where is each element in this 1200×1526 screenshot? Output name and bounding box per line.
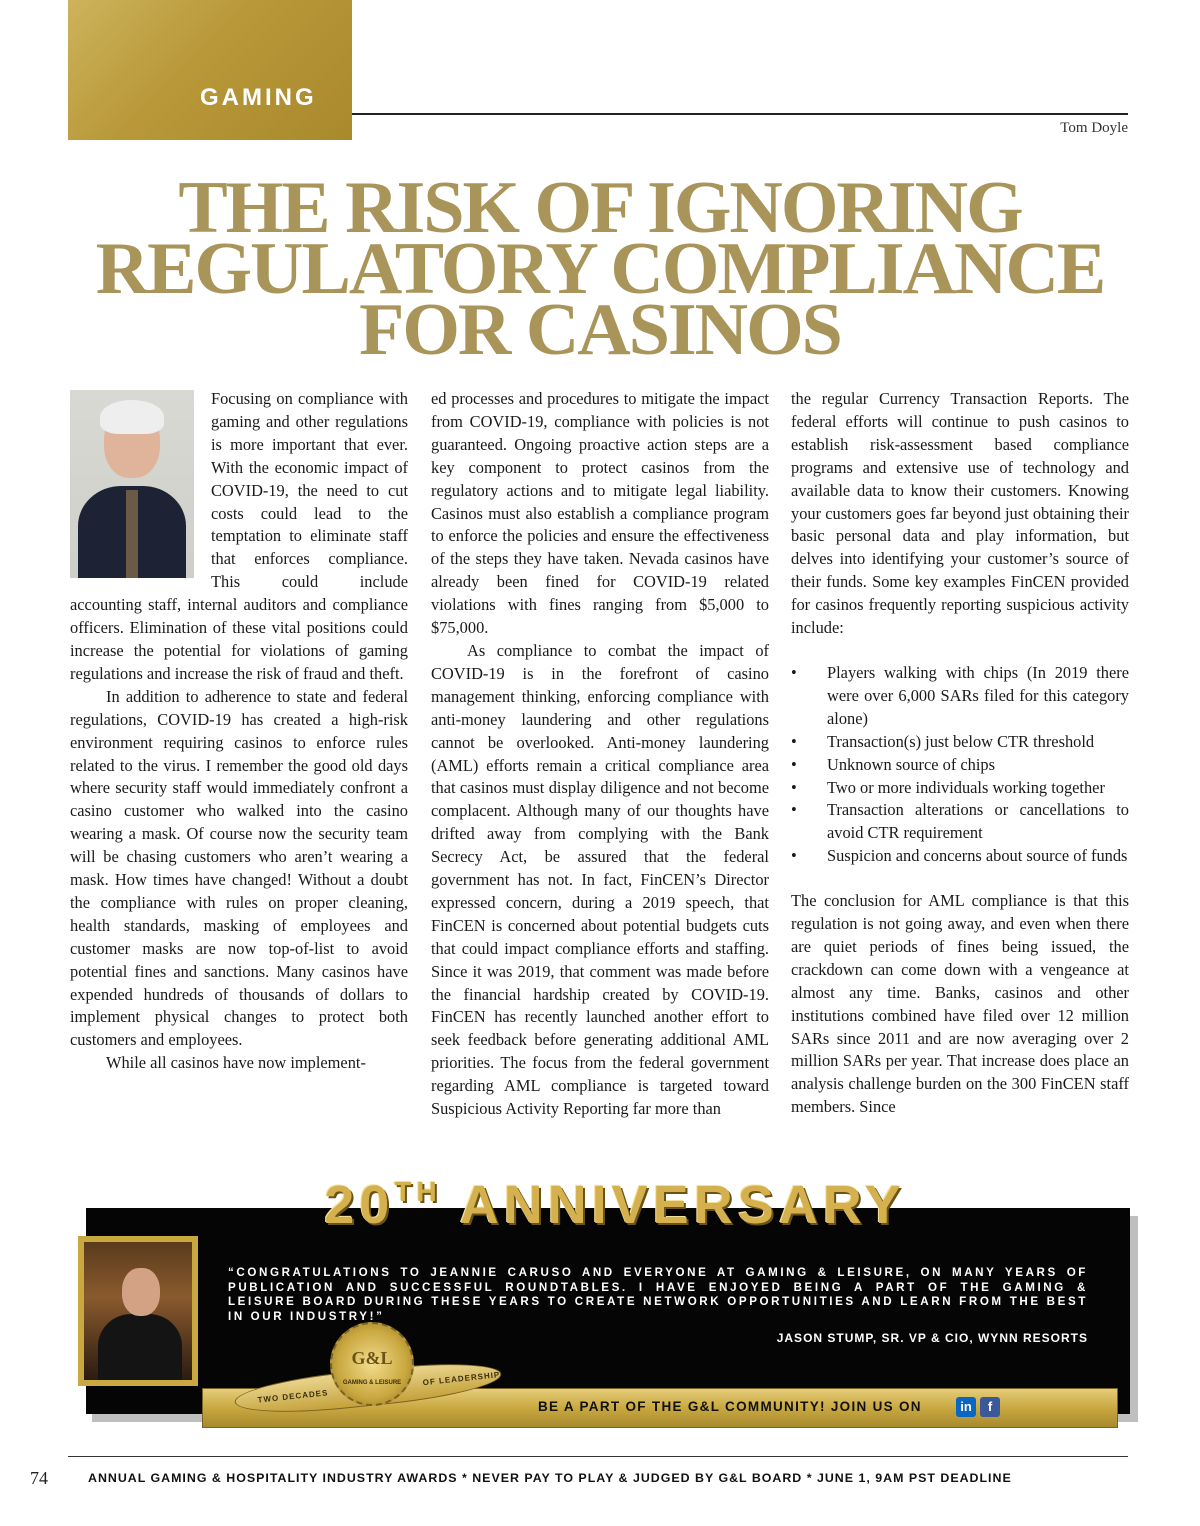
article-column-3 (791, 388, 1129, 1119)
article-column-1 (70, 388, 408, 1075)
author-name: Tom Doyle (1060, 120, 1128, 136)
anniversary-word: ANNIVERSARY (459, 1175, 906, 1235)
facebook-icon[interactable]: f (980, 1397, 1000, 1417)
ribbon-left-text: TWO DECADES (257, 1388, 329, 1405)
paragraph: The conclusion for AML compliance is that this regulation is not going away, and even when there are quiet periods of fines being issued, the crackdown can come down with a vengeance at almost any time. Banks, casinos and other institutions combined have filed over 12 million SARs since 2011 and are now averaging over 2 million SARs per year. That increase does place an analysis challenge burden on the 300 FinCEN staff members. Since (791, 891, 1129, 1117)
paragraph: While all casinos have now implement- (106, 1053, 366, 1073)
paragraph: the regular Currency Transaction Reports. The federal efforts will continue to push casinos to establish risk-assessment based compliance programs and extensive use of technology and available data to know their customers. Knowing your customers goes far beyond just obtaining their basic personal data and play information, but delves into identifying your customer’s source of their funds. Some key examples FinCEN provided for casinos frequently reporting suspicious activity include: (791, 389, 1129, 638)
headline-line-2: REGULATORY COMPLIANCE (95, 228, 1105, 310)
list-item: • Transaction(s) just below CTR threshold (791, 731, 1129, 754)
footer-rule (68, 1456, 1128, 1457)
seal-logo-text: G&L (351, 1348, 393, 1368)
list-item: • Two or more individuals working together (791, 777, 1129, 800)
article-column-2 (431, 388, 769, 1121)
bullet-list (791, 662, 1129, 868)
testimonial-attribution: JASON STUMP, SR. VP & CIO, WYNN RESORTS (776, 1331, 1088, 1345)
paragraph: ed processes and procedures to mitigate the impact from COVID-19, compliance with policies is not guaranteed. Ongoing proactive action steps are a key component to protect casinos from the regulatory actions and to mitigate legal liability. Casinos must also establish a compliance program to enforce the policies and ensure the effectiveness of the steps they have taken. Nevada casinos have already been fined for COVID-19 related violations with fines ranging from $5,000 to $75,000. (431, 389, 769, 638)
anniversary-suffix: TH (394, 1176, 442, 1207)
page-number: 74 (30, 1468, 48, 1488)
footer-banner-text: ANNUAL GAMING & HOSPITALITY INDUSTRY AWARDS * NEVER PAY TO PLAY & JUDGED BY G&L BOARD * JUNE 1, 9AM PST DEADLINE (88, 1471, 1012, 1485)
testimonial-quote: “CONGRATULATIONS TO JEANNIE CARUSO AND EVERYONE AT GAMING & LEISURE, ON MANY YEARS OF PUBLICATION AND SUCCESSFUL ROUNDTABLES. I HAVE ENJOYED BEING A PART OF THE GAMING & LEISURE BOARD DURING THESE YEARS TO CREATE NETWORK OPPORTUNITIES AND LEARN FROM THE BEST IN OUR INDUSTRY!” (228, 1266, 1088, 1323)
paragraph: In addition to adherence to state and federal regulations, COVID-19 has created a high-risk environment requiring casinos to enforce rules related to the virus. I remember the good old days where security staff would immediately confront a casino customer who walked into the casino wearing a mask. Of course now the security team will be chasing customers who aren’t wearing a mask. How times have changed! Without a doubt the compliance with rules on proper cleaning, health standards, masking of employees and customer masks are now top-of-list to avoid potential fines and sanctions. Many casinos have expended hundreds of thousands of dollars to implement physical changes to protect both customers and employees. (70, 686, 408, 1050)
gl-seal-logo (330, 1322, 414, 1406)
list-item: • Suspicion and concerns about source of funds (791, 845, 1129, 868)
paragraph: As compliance to combat the impact of COVID-19 is in the forefront of casino management thinking, enforcing compliance with anti-money laundering and other regulations cannot be overlooked. Anti-money laundering (AML) efforts remain a critical compliance area that casinos must display diligence and not become complacent. Although many of our thoughts have drifted away from complying with the Bank Secrecy Act, be assured that the federal government has not. In fact, FinCEN’s Director expressed concern, during a 2019 speech, that FinCEN is concerned about potential budgets cuts that could impact compliance efforts and staffing. Since it was 2019, that comment was made before the financial hardship created by COVID-19. FinCEN has recently launched another effort to seek feedback before generating additional AML priorities. The focus from the federal government regarding AML compliance is targeted toward Suspicious Activity Reporting far more than (431, 640, 769, 1119)
author-photo (70, 390, 194, 578)
linkedin-icon[interactable]: in (956, 1397, 976, 1417)
testimonial-photo (78, 1236, 198, 1386)
ribbon-right-text: OF LEADERSHIP (422, 1370, 501, 1388)
headline-line-1: THE RISK OF IGNORING (178, 167, 1022, 249)
headline-line-3: FOR CASINOS (359, 289, 841, 371)
seal-ring-text: GAMING & LEISURE (342, 1380, 402, 1386)
section-color-block (68, 0, 352, 140)
community-cta: BE A PART OF THE G&L COMMUNITY! JOIN US ON (538, 1399, 922, 1414)
header-rule (352, 113, 1128, 115)
anniversary-number: 20 (324, 1175, 395, 1235)
paragraph: Focusing on compliance with gaming and other regulations is more important that ever. With the economic impact of COVID-19, the need to cut costs could lead to the temptation to eliminate staff that enforces compliance. This could include accounting staff, internal auditors and compliance officers. Elimination of these vital positions could increase the potential for violations of gaming regulations and increase the risk of fraud and theft. (70, 389, 408, 683)
list-item: • Transaction alterations or cancellations to avoid CTR requirement (791, 799, 1129, 845)
section-label: GAMING (200, 84, 317, 111)
anniversary-title (230, 1160, 1000, 1235)
list-item: • Players walking with chips (In 2019 there were over 6,000 SARs filed for this category alone) (791, 662, 1129, 731)
list-item: • Unknown source of chips (791, 754, 1129, 777)
article-headline (60, 167, 1140, 371)
